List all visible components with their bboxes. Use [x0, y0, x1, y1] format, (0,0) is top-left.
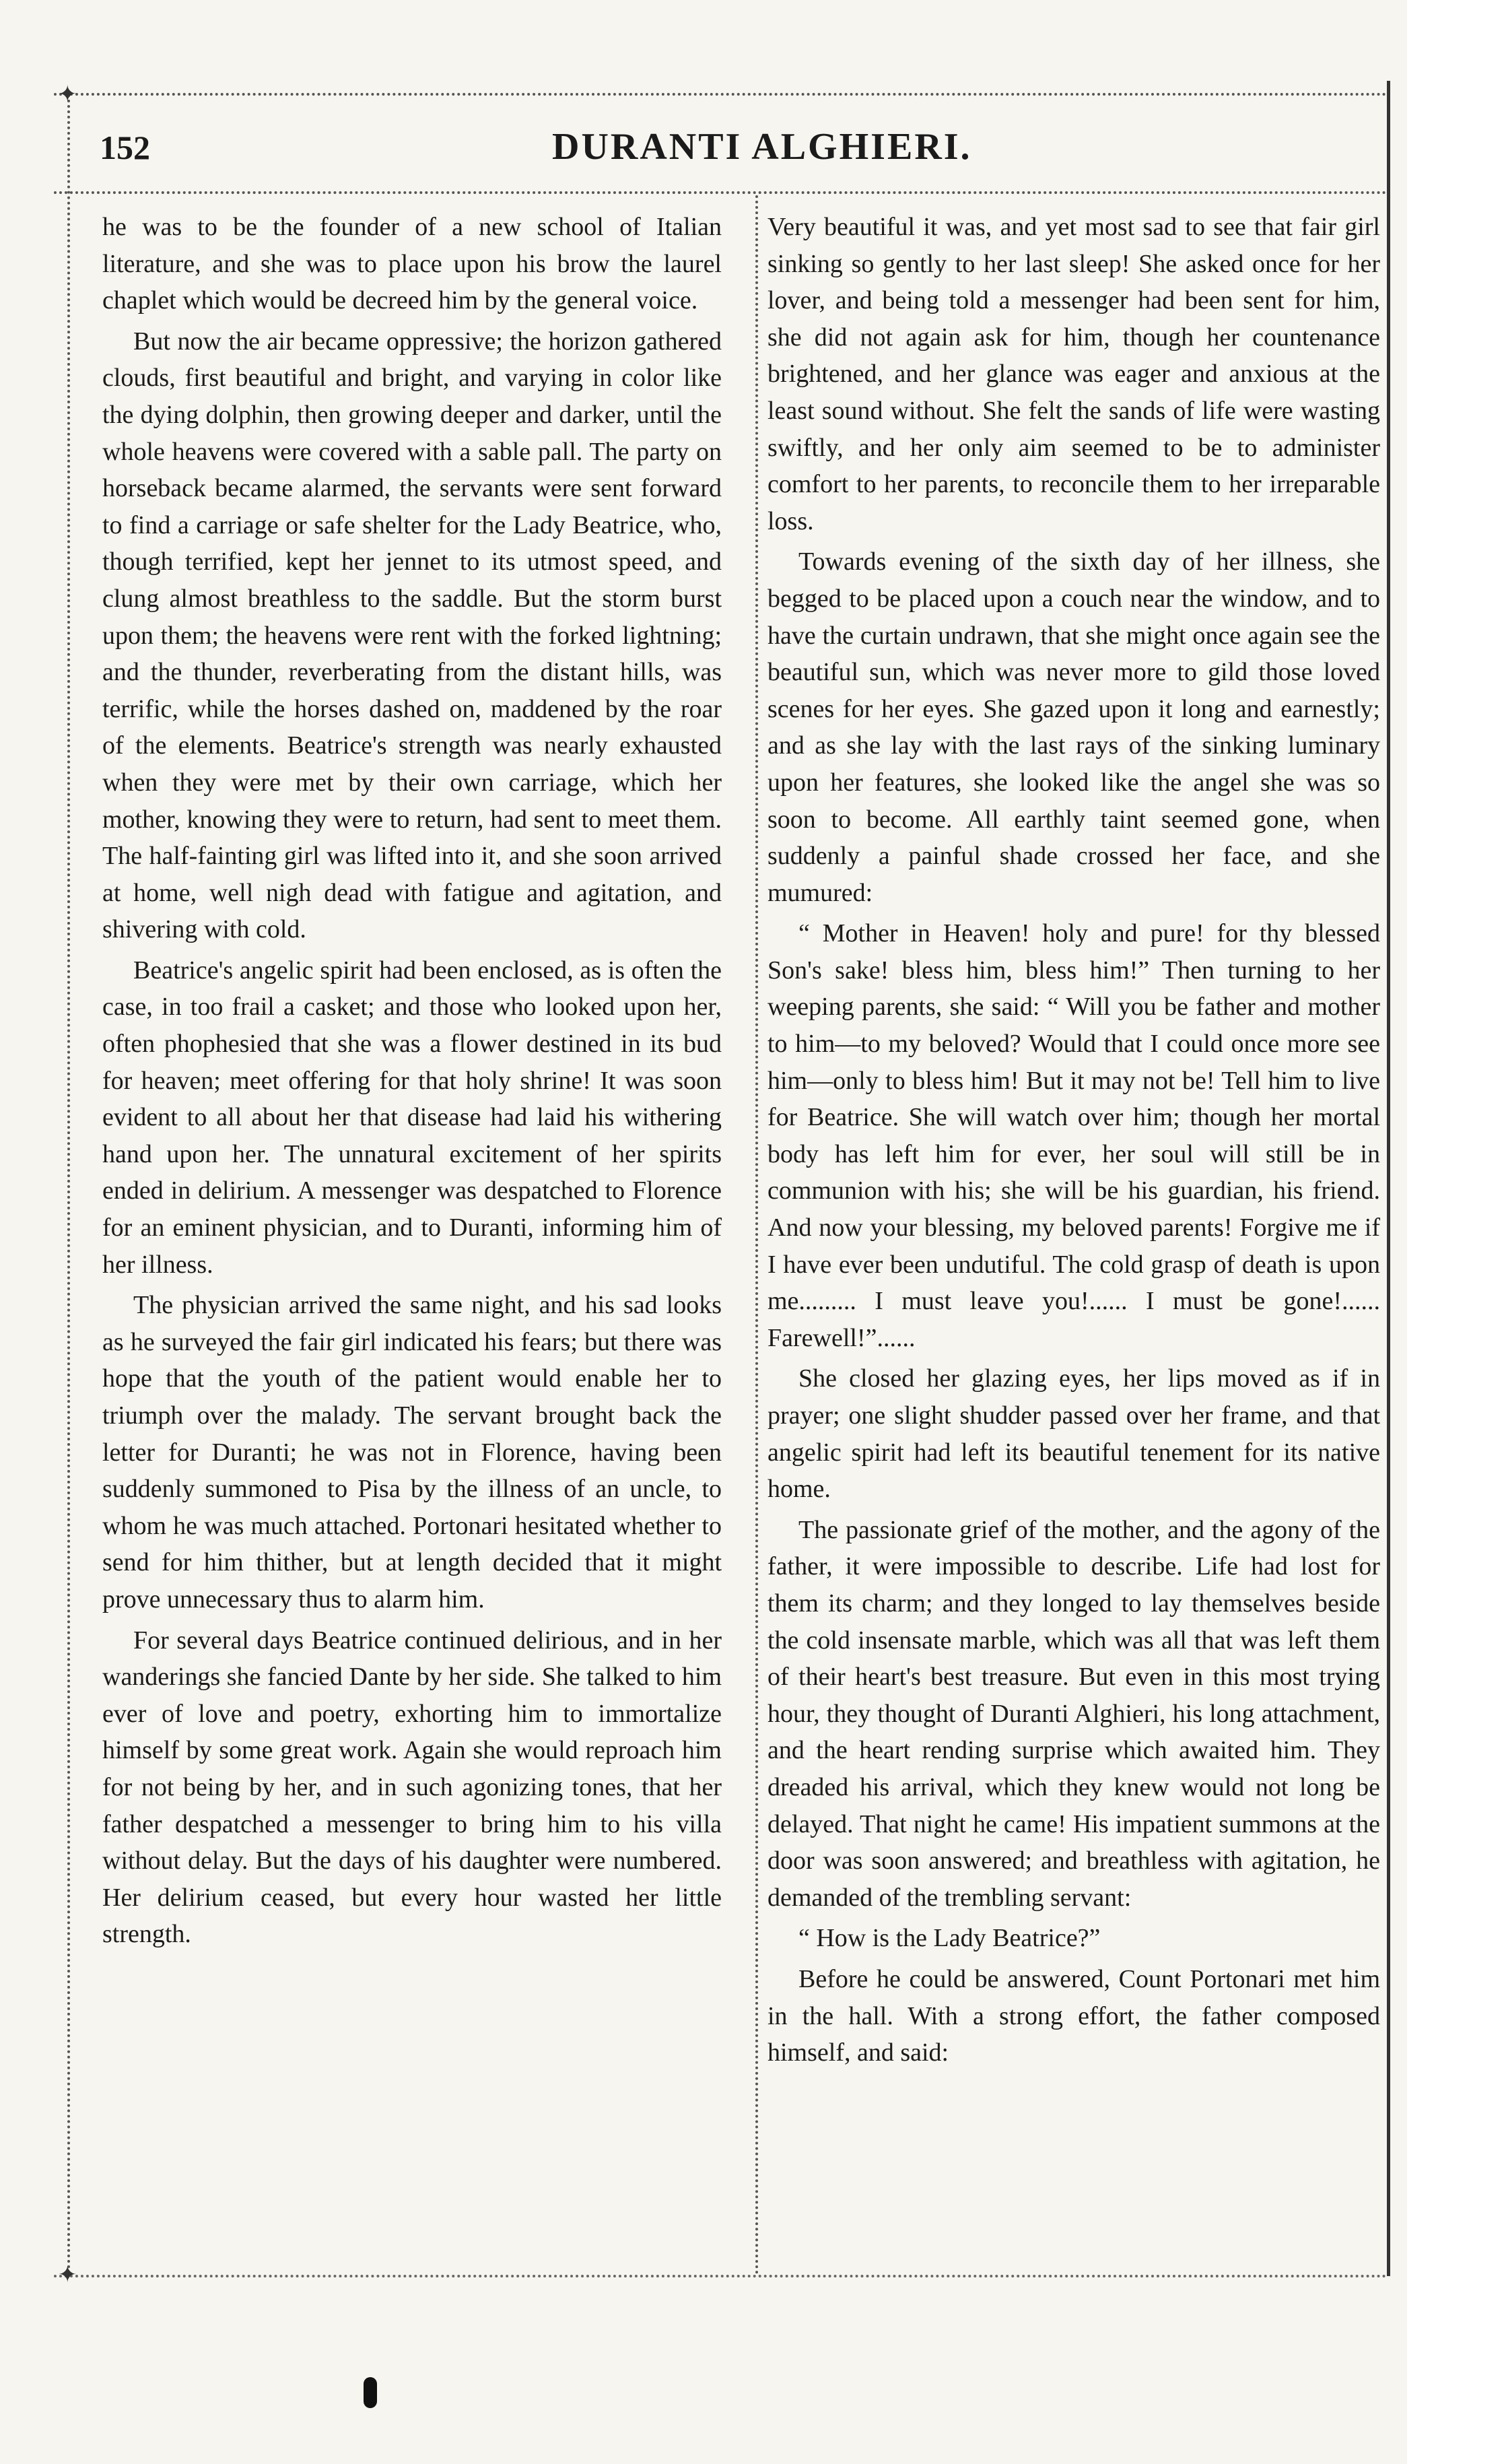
paragraph: Very beautiful it was, and yet most sad to see that fair girl sinking so gently to her last sleep! She asked once for her lover, and being told a messenger had been sent for him, she did not again ask for him, though her countenance brightened, and her glance was eager and anxious at the least sound without. She felt the sands of life were wasting swiftly, and her only aim seemed to be to administer comfort to her parents, to reconcile them to her irreparable loss. [767, 213, 1380, 535]
page-number: 152 [100, 129, 150, 166]
paragraph: “ Mother in Heaven! holy and pure! for thy blessed Son's sake! bless him, bless him!” Then turning to her weeping parents, she said: “ Will you be father and mother to him—to my beloved? Would that I could once more see him—only to bless him! But it may not be! Tell him to live for Beatrice. She will watch over him; though her mortal body has left him for ever, her soul will still be in communion with his; she will be his guardian, his friend. And now your blessing, my beloved parents! Forgive me if I have ever been undutiful. The cold grasp of death is upon me......... I must leave you!...... I must be gone!...... Farewell!”...... [767, 919, 1380, 1352]
page-edge-margin [1407, 0, 1504, 2464]
corner-ornament-icon: ✦ [58, 82, 77, 107]
paragraph: Before he could be answered, Count Portonari met him in the hall. With a strong effort, the father composed himself, and said: [767, 1964, 1380, 2067]
paragraph: The passionate grief of the mother, and the agony of the father, it were impossible to describe. Life had lost for them its charm; and they longed to lay themselves beside the cold insensate marble, which was all that was left them of their heart's best treasure. But even in this most trying hour, they thought of Duranti Alghieri, his long attachment, and the heart rending surprise which awaited him. They dreaded his arrival, which they knew would not long be delayed. That night he came! His impatient summons at the door was soon answered; and breathless with agitation, he demanded of the trembling servant: [767, 1515, 1380, 1912]
header-ornamental-rule [54, 191, 1387, 199]
corner-ornament-icon: ✦ [58, 2263, 77, 2288]
paragraph: But now the air became oppressive; the horizon gathered clouds, first beautiful and bright, and varying in color like the dying dolphin, then growing deeper and darker, until the whole heavens were covered with a sable pall. The party on horseback became alarmed, the servants were sent forward to find a carriage or safe shelter for the Lady Beatrice, who, though terrified, kept her jennet to its utmost speed, and clung almost breathless to the saddle. But the storm burst upon them; the heavens were rent with the forked lightning; and the thunder, reverberating from the distant hills, was terrific, while the horses dashed on, maddened by the roar of the elements. Beatrice's strength was nearly exhausted when they were met by their own carriage, which her mother, knowing they were to return, had sent to meet them. The half-fainting girl was lifted into it, and she soon arrived at home, well nigh dead with fatigue and agitation, and shivering with cold. [102, 327, 722, 944]
paragraph: She closed her glazing eyes, her lips moved as if in prayer; one slight shudder passed over her frame, and that angelic spirit had left its beautiful tenement for its native home. [767, 1364, 1380, 1504]
right-border-rule [1387, 81, 1394, 2276]
paragraph: Towards evening of the sixth day of her illness, she begged to be placed upon a couch near the window, and to have the curtain undrawn, that she might once again see the beautiful sun, which was never more to gild those loved scenes for her eyes. She gazed upon it long and earnestly; and as she lay with the last rays of the sinking luminary upon her features, she looked like the angel she was so soon to become. All earthly taint seemed gone, when suddenly a painful shade crossed her face, and she mumured: [767, 547, 1380, 907]
paragraph: Beatrice's angelic spirit had been enclosed, as is often the case, in too frail a casket; and those who looked upon her, often phophesied that she was a flower destined in its bud for heaven; meet offering for that holy shrine! It was soon evident to all about her that disease had laid his withering hand upon her. The unnatural excitement of her spirits ended in delirium. A messenger was despatched to Florence for an eminent physician, and to Duranti, informing him of her illness. [102, 956, 722, 1279]
left-text-column [102, 209, 722, 1957]
bottom-ornamental-rule [54, 2275, 1387, 2283]
paragraph: “ How is the Lady Beatrice?” [798, 1924, 1101, 1953]
paragraph: The physician arrived the same night, and his sad looks as he surveyed the fair girl indicated his fears; but there was hope that the youth of the patient would enable her to triumph over the malady. The servant brought back the letter for Duranti; he was not in Florence, having been suddenly summoned to Pisa by the illness of an uncle, to whom he was much attached. Portonari hesitated whether to send for him thither, but at length decided that it might prove unnecessary thus to alarm him. [102, 1291, 722, 1613]
paragraph: he was to be the founder of a new school of Italian literature, and she was to place upon his brow the laurel chaplet which would be decreed him by the general voice. [102, 213, 722, 315]
left-border-rule [67, 94, 74, 2276]
running-title: DURANTI ALGHIERI. [552, 126, 972, 168]
paragraph: For several days Beatrice continued delirious, and in her wanderings she fancied Dante by her side. She talked to him ever of love and poetry, exhorting him to immortalize himself by some great work. Again she would reproach him for not being by her, and in such agonizing tones, that her father despatched a messenger to bring him to his villa without delay. But the days of his daughter were numbered. Her delirium ceased, but every hour wasted her little strength. [102, 1626, 722, 1949]
top-ornamental-rule [54, 93, 1387, 101]
right-text-column [767, 209, 1380, 2075]
column-divider-rule [755, 195, 762, 2276]
ink-smudge [364, 2377, 377, 2408]
